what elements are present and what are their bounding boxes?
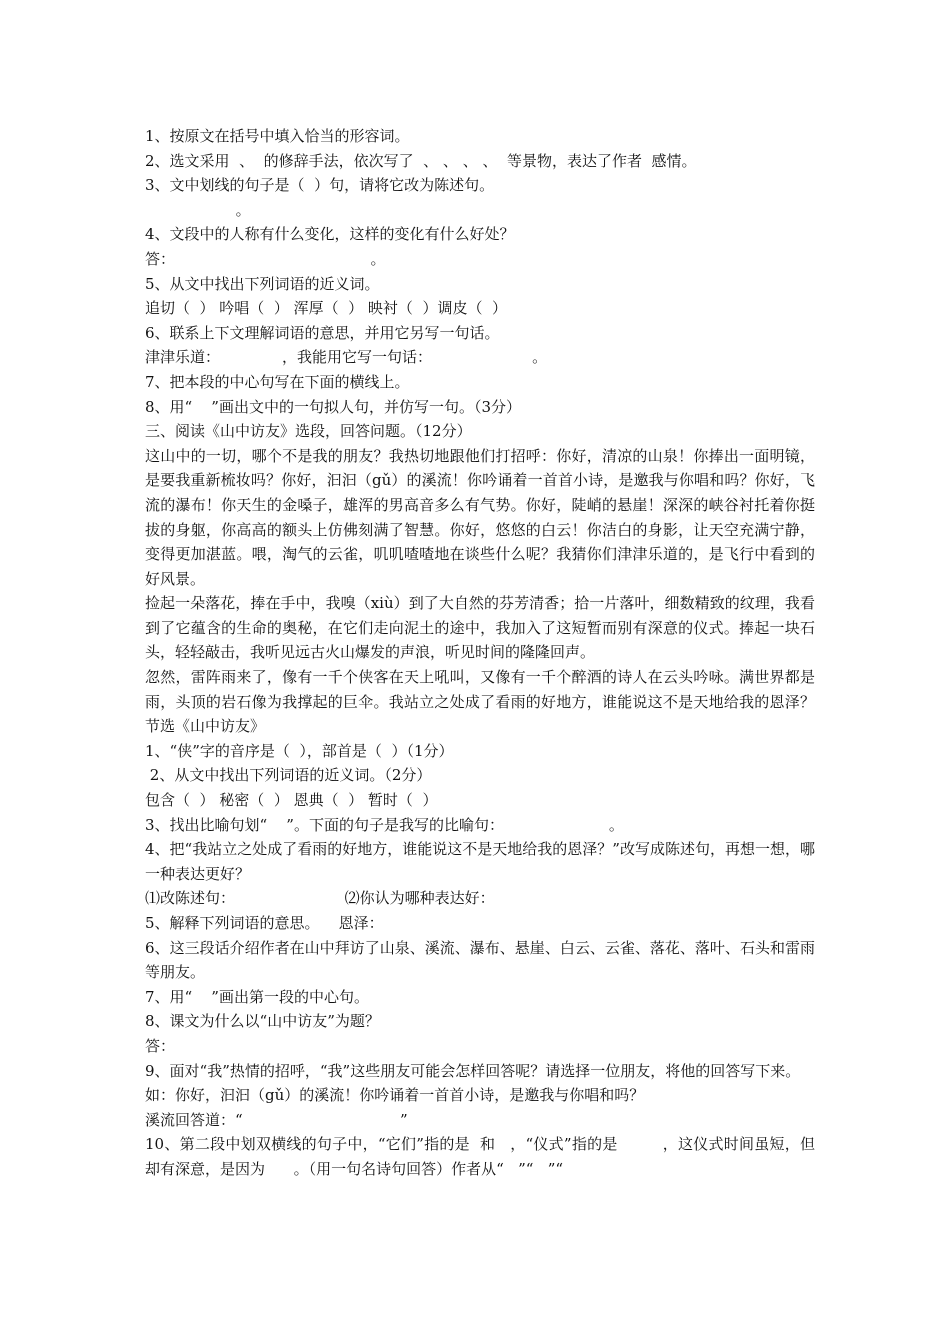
question-line: 4、文段中的人称有什么变化，这样的变化有什么好处？ — [145, 225, 515, 244]
answer-blank-line: 答： 。 — [145, 249, 386, 268]
question-line: 1、“侠”字的音序是（ ），部首是（ ）（1分） — [145, 741, 454, 760]
answer-blank-line: 溪流回答道：“ ” — [145, 1110, 408, 1129]
question-line: 6、联系上下文理解词语的意思，并用它另写一句话。 — [145, 323, 500, 342]
question-line: 3、文中划线的句子是（ ）句，请将它改为陈述句。 — [145, 176, 495, 195]
question-line: 4、把“我站立之处成了看雨的好地方，谁能说这不是天地给我的恩泽？”改写成陈述句，再想一想，哪一种表达更好？ — [145, 840, 815, 883]
question-line: 10、第二段中划双横线的句子中，“它们”指的是 和 ，“仪式”指的是 ，这仪式时间虽短，但却有深意，是因为 。（用一句名诗句回答）作者从“ ”“ ”“ — [145, 1135, 815, 1178]
passage-paragraph: 忽然，雷阵雨来了，像有一千个侠客在天上吼叫，又像有一千个醉酒的诗人在云头吟咏。满世界都是雨，头顶的岩石像为我撑起的巨伞。我站立之处成了看雨的好地方，谁能说这不是天地给我的恩泽？节选《山中访友》 — [145, 668, 815, 736]
word-blanks-line: 追切（ ） 吟唱（ ） 浑厚（ ） 映衬（ ）调皮（ ） — [145, 299, 507, 318]
question-line: 9、面对“我”热情的招呼，“我”这些朋友可能会怎样回答呢？请选择一位朋友，将他的回答写下来。 — [145, 1061, 801, 1080]
question-line: 8、用“ ”画出文中的一句拟人句，并仿写一句。（3分） — [145, 397, 521, 416]
answer-blank-line: 。 — [145, 200, 251, 219]
section-heading: 三、阅读《山中访友》选段，回答问题。（12分） — [145, 422, 472, 441]
passage-paragraph: 捡起一朵落花，捧在手中，我嗅（xiù）到了大自然的芬芳清香；拾一片落叶，细数精致的纹理，我看到了它蕴含的生命的奥秘，在它们走向泥土的途中，我加入了这短暂而别有深意的仪式。捧起一块石头，轻轻敲击，我听见远古火山爆发的声浪，听见时间的隆隆回声。 — [145, 594, 815, 662]
answer-blank-line: 津津乐道： ，我能用它写一句话： 。 — [145, 348, 548, 367]
question-line: 2、从文中找出下列词语的近义词。（2分） — [145, 766, 432, 785]
question-line: 7、用“ ”画出第一段的中心句。 — [145, 987, 369, 1006]
question-line: 5、解释下列词语的意思。 恩泽： — [145, 914, 384, 932]
document-body — [145, 124, 815, 1182]
example-line: 如：你好，汩汩（gǔ）的溪流！你吟诵着一首首小诗，是邀我与你唱和吗？ — [145, 1086, 645, 1105]
answer-blank-line: ⑴改陈述句： ⑵你认为哪种表达好： — [145, 889, 495, 908]
question-line: 6、这三段话介绍作者在山中拜访了山泉、溪流、瀑布、悬崖、白云、云雀、落花、落叶、石头和雷雨等朋友。 — [145, 938, 815, 982]
question-line: 2、选文采用 、 的修辞手法，依次写了 、 、 、 、 等景物，表达了作者 感情。 — [145, 151, 697, 170]
question-line: 1、按原文在括号中填入恰当的形容词。 — [145, 127, 410, 145]
question-line: 7、把本段的中心句写在下面的横线上。 — [145, 372, 410, 391]
question-line: 5、从文中找出下列词语的近义词。 — [145, 274, 380, 293]
word-blanks-line: 包含（ ） 秘密（ ） 恩典（ ） 暂时（ ） — [145, 791, 438, 810]
answer-blank-line: 答： — [145, 1036, 176, 1055]
passage-paragraph: 这山中的一切，哪个不是我的朋友？我热切地跟他们打招呼：你好，清凉的山泉！你捧出一面明镜，是要我重新梳妆吗？你好，汩汩（gǔ）的溪流！你吟诵着一首首小诗，是邀我与你唱和吗？你好，飞流的瀑布！你天生的金嗓子，雄浑的男高音多么有气势。你好，陡峭的悬崖！深深的峡谷衬托着你挺拔的身躯，你高高的额头上仿佛刻满了智慧。你好，悠悠的白云！你洁白的身影，让天空充满宁静，变得更加湛蓝。喂，淘气的云雀，叽叽喳喳地在谈些什么呢？我猜你们津津乐道的，是飞行中看到的好风景。 — [145, 446, 815, 588]
question-line: 8、课文为什么以“山中访友”为题？ — [145, 1012, 380, 1031]
question-line: 3、找出比喻句划“ ”。下面的句子是我写的比喻句： 。 — [145, 815, 624, 834]
